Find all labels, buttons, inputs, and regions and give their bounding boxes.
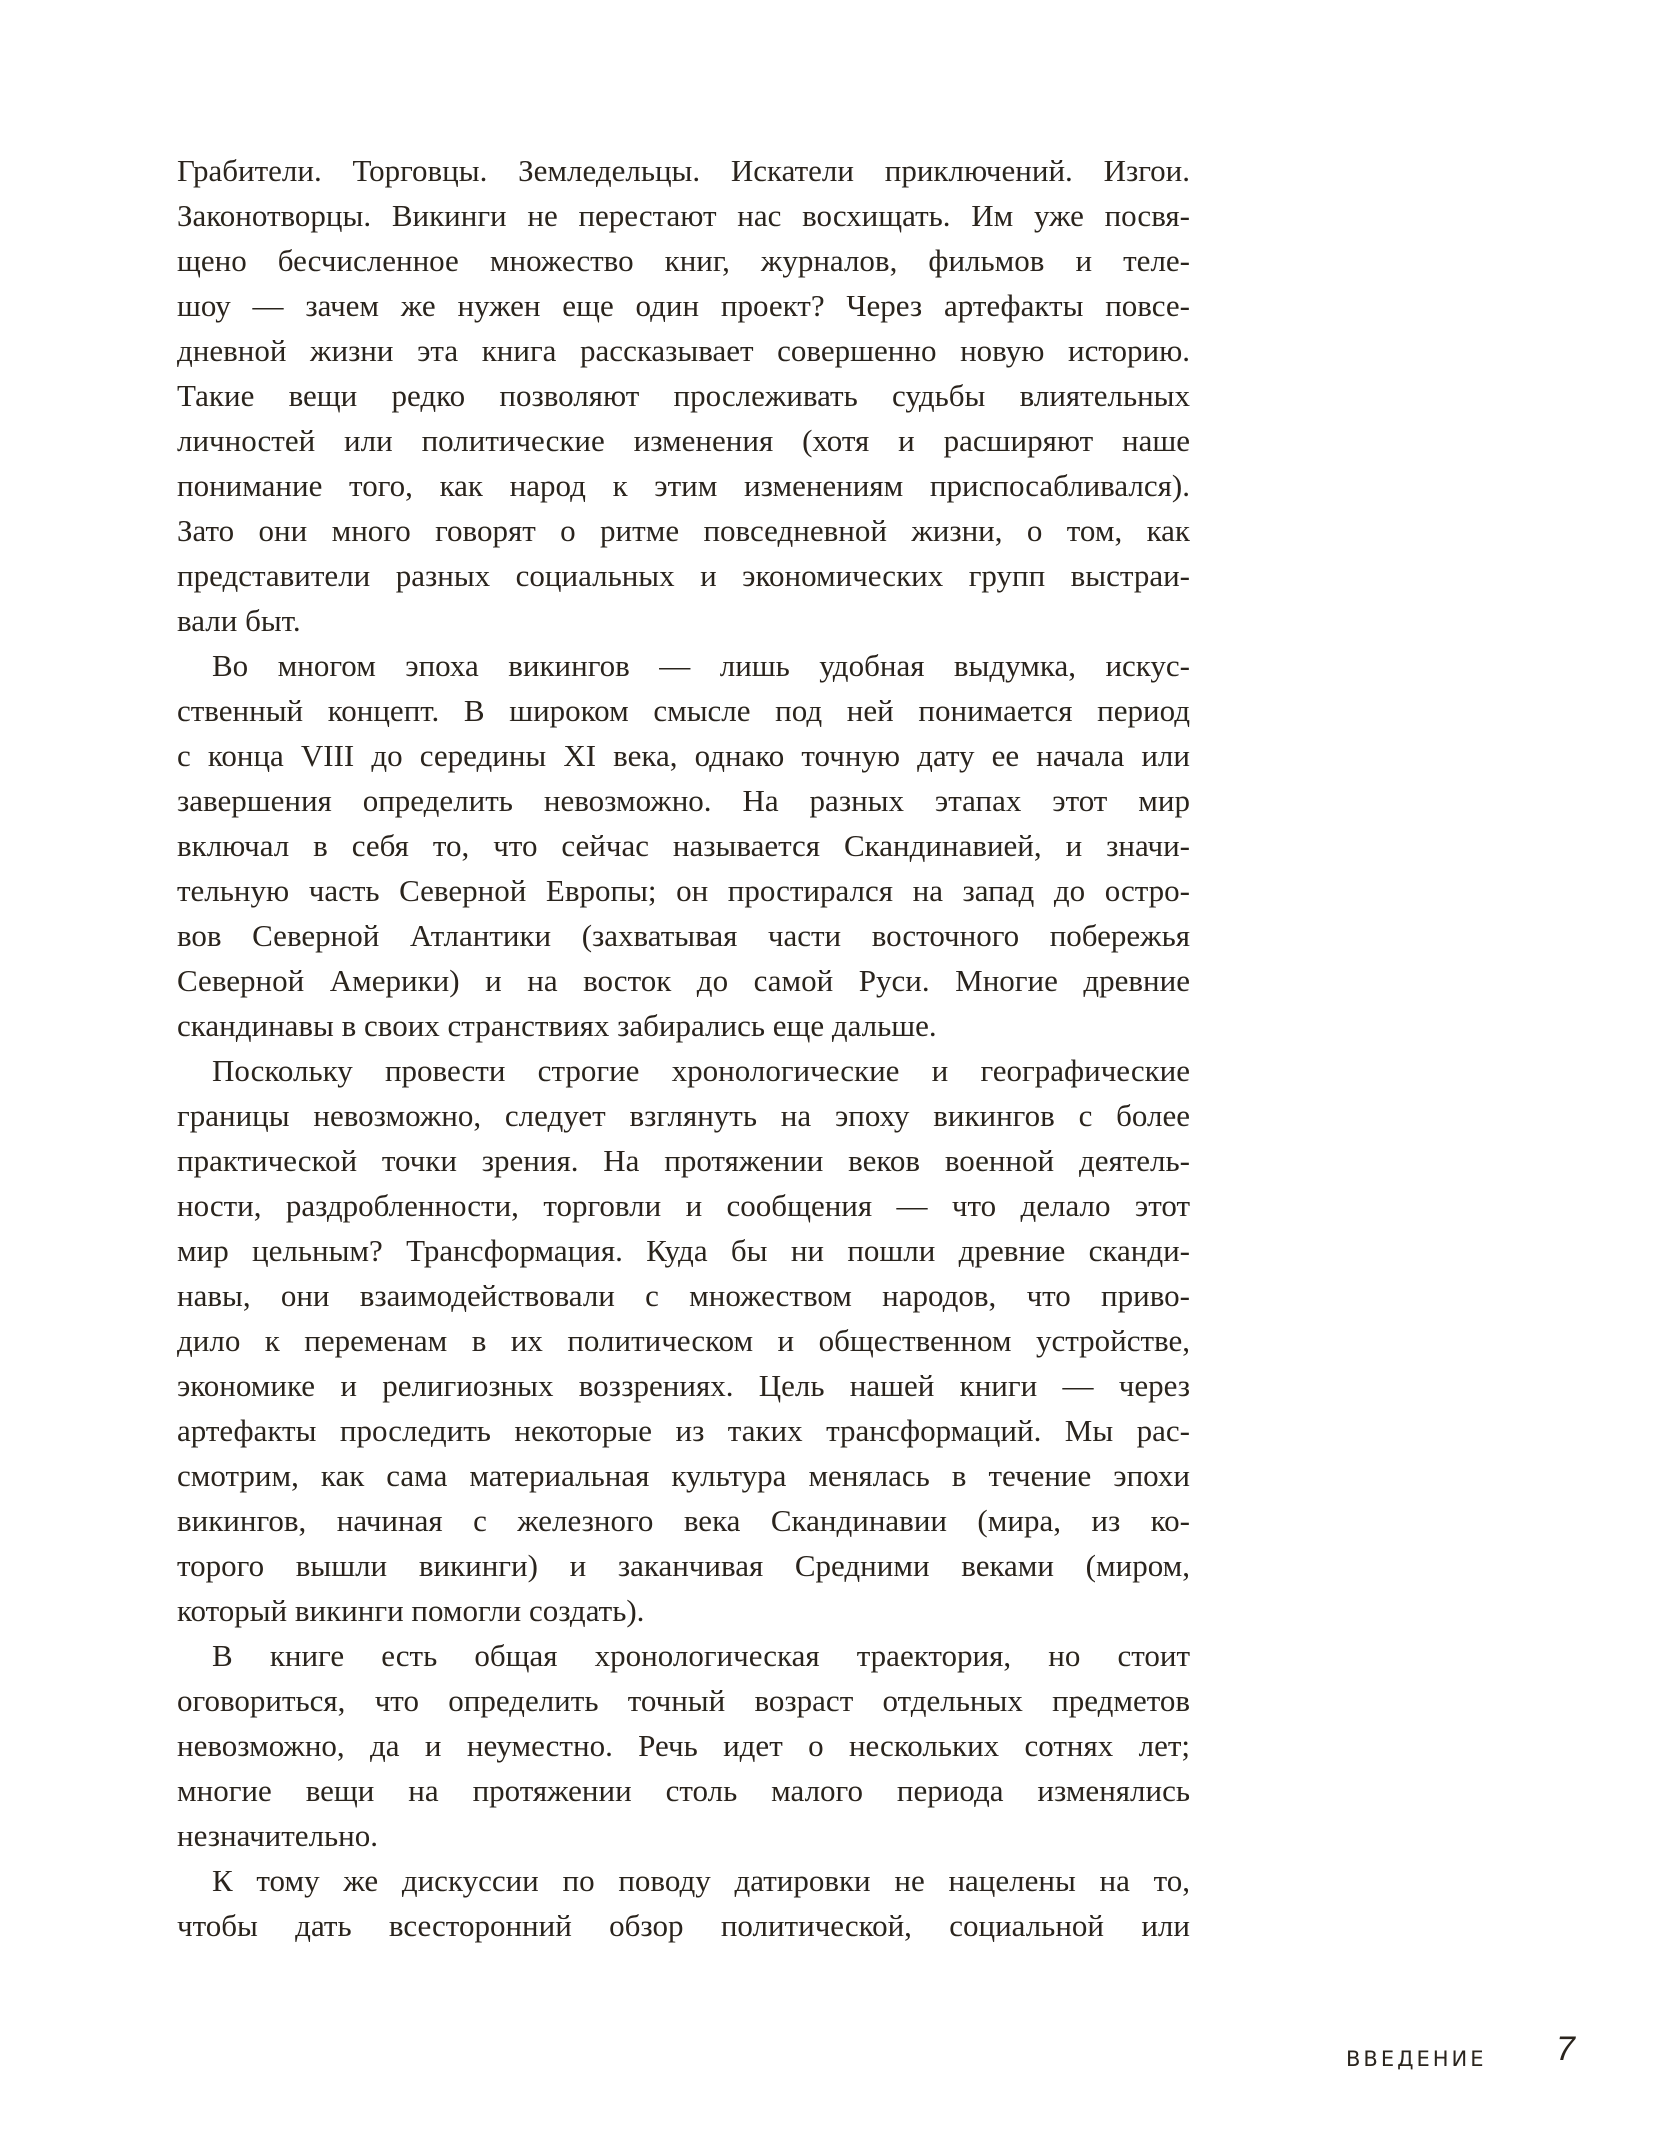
text-line: оговориться, что определить точный возраст отдельных предметов (177, 1683, 1190, 1718)
text-line: невозможно, да и неуместно. Речь идет о нескольких сотнях лет; (177, 1728, 1190, 1763)
text-line: щено бесчисленное множество книг, журналов, фильмов и теле- (177, 243, 1190, 278)
text-line: мир цельным? Трансформация. Куда бы ни пошли древние сканди- (177, 1233, 1190, 1268)
text-line: личностей или политические изменения (хотя и расширяют наше (177, 423, 1190, 458)
text-line: границы невозможно, следует взглянуть на эпоху викингов с более (177, 1098, 1190, 1133)
text-line: Во многом эпоха викингов — лишь удобная выдумка, искус- (212, 648, 1190, 683)
text-line: завершения определить невозможно. На разных этапах этот мир (177, 783, 1190, 818)
body-text (177, 148, 1190, 1948)
text-line: ности, раздробленности, торговли и сообщения — что делало этот (177, 1188, 1190, 1223)
text-line: вов Северной Атлантики (захватывая части восточного побережья (177, 918, 1190, 953)
text-line: экономике и религиозных воззрениях. Цель нашей книги — через (177, 1368, 1190, 1403)
text-line: вали быт. (177, 603, 301, 638)
paragraph (177, 148, 1190, 643)
text-line: Северной Америки) и на восток до самой Руси. Многие древние (177, 963, 1190, 998)
text-line: дневной жизни эта книга рассказывает совершенно новую историю. (177, 333, 1190, 368)
text-line: смотрим, как сама материальная культура менялась в течение эпохи (177, 1458, 1190, 1493)
text-line: чтобы дать всесторонний обзор политической, социальной или (177, 1908, 1190, 1943)
text-line: скандинавы в своих странствиях забирались еще дальше. (177, 1008, 937, 1043)
text-line: артефакты проследить некоторые из таких трансформаций. Мы рас- (177, 1413, 1190, 1448)
text-line: представители разных социальных и экономических групп выстраи- (177, 558, 1190, 593)
text-line: К тому же дискуссии по поводу датировки не нацелены на то, (212, 1863, 1190, 1898)
text-line: Зато они много говорят о ритме повседневной жизни, о том, как (177, 513, 1190, 548)
text-line: Законотворцы. Викинги не перестают нас восхищать. Им уже посвя- (177, 198, 1190, 233)
text-line: незначительно. (177, 1818, 379, 1853)
text-line: ственный концепт. В широком смысле под ней понимается период (177, 693, 1190, 728)
text-line: торого вышли викинги) и заканчивая Средними веками (миром, (177, 1548, 1190, 1583)
running-footer-section: ВВЕДЕНИЕ (1346, 2047, 1487, 2071)
paragraph (177, 643, 1190, 1048)
text-line: В книге есть общая хронологическая траектория, но стоит (212, 1638, 1190, 1673)
text-line: Поскольку провести строгие хронологические и географические (212, 1053, 1190, 1088)
text-line: Такие вещи редко позволяют прослеживать судьбы влиятельных (177, 378, 1190, 413)
text-line: который викинги помогли создать). (177, 1593, 645, 1628)
text-line: шоу — зачем же нужен еще один проект? Через артефакты повсе- (177, 288, 1190, 323)
text-line: понимание того, как народ к этим изменениям приспосабливался). (177, 468, 1190, 503)
text-line: дило к переменам в их политическом и общественном устройстве, (177, 1323, 1190, 1358)
page-number: 7 (1556, 2030, 1575, 2068)
text-line: викингов, начиная с железного века Скандинавии (мира, из ко- (177, 1503, 1190, 1538)
text-line: включал в себя то, что сейчас называется Скандинавией, и значи- (177, 828, 1190, 863)
text-line: навы, они взаимодействовали с множеством народов, что приво- (177, 1278, 1190, 1313)
text-line: практической точки зрения. На протяжении веков военной деятель- (177, 1143, 1190, 1178)
text-line: тельную часть Северной Европы; он простирался на запад до остро- (177, 873, 1190, 908)
paragraph (177, 1633, 1190, 1858)
text-line: с конца VIII до середины XI века, однако точную дату ее начала или (177, 738, 1190, 773)
text-line: многие вещи на протяжении столь малого периода изменялись (177, 1773, 1190, 1808)
paragraph (177, 1048, 1190, 1633)
paragraph (177, 1858, 1190, 1948)
text-line: Грабители. Торговцы. Земледельцы. Искатели приключений. Изгои. (177, 153, 1190, 188)
